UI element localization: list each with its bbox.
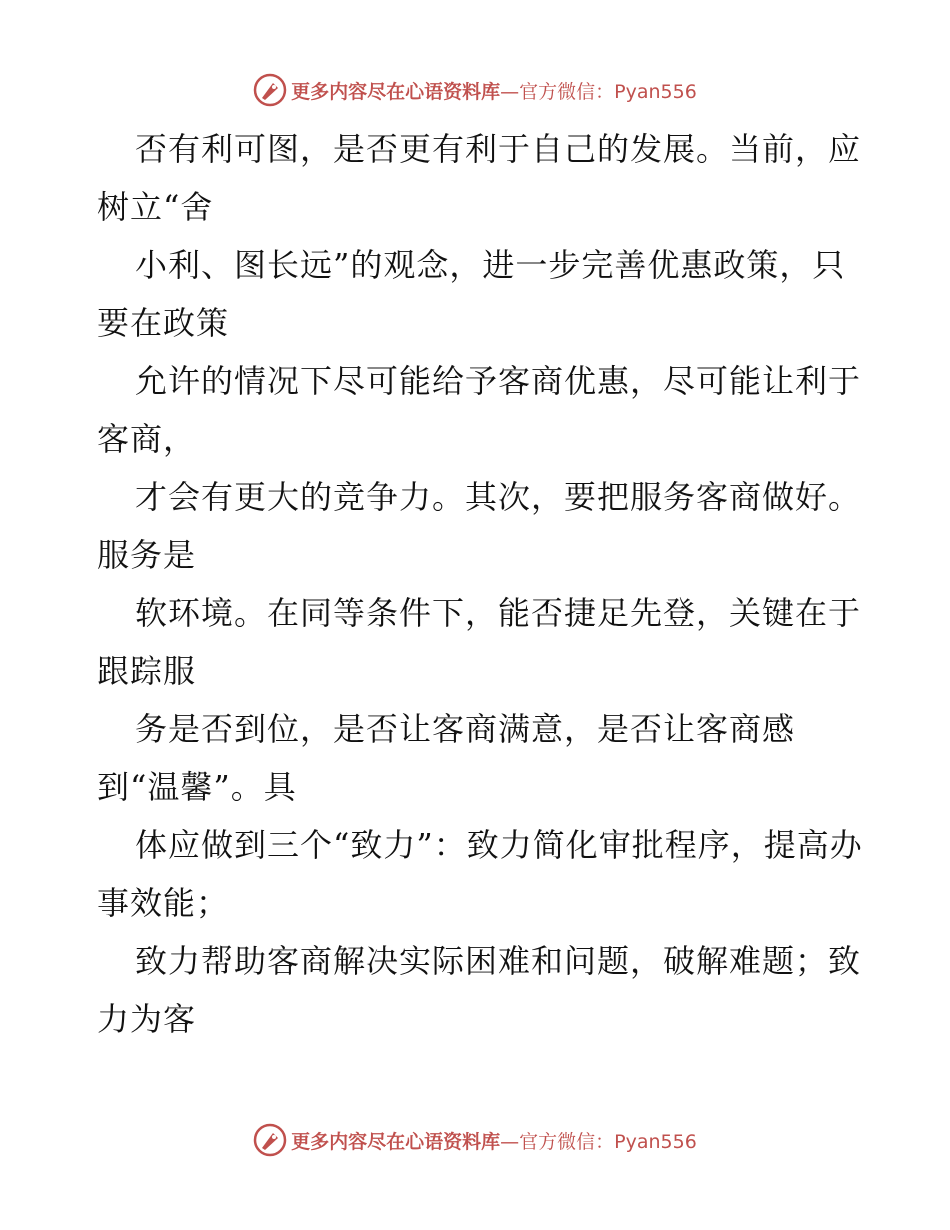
pen-nib-logo-icon bbox=[253, 1123, 287, 1157]
pen-nib-logo-icon bbox=[253, 73, 287, 107]
header-banner bbox=[0, 70, 950, 110]
document-body bbox=[97, 120, 867, 1048]
header-banner-text: 更多内容尽在心语资料库 bbox=[291, 80, 501, 103]
paragraph: 否有利可图，是否更有利于自己的发展。当前，应树立“舍 bbox=[97, 130, 862, 226]
paragraph: 小利、图长远”的观念，进一步完善优惠政策，只要在政策 bbox=[97, 246, 846, 342]
paragraph: 体应做到三个“致力”：致力简化审批程序，提高办事效能； bbox=[97, 826, 863, 922]
paragraph: 允许的情况下尽可能给予客商优惠，尽可能让利于客商， bbox=[97, 362, 862, 458]
footer-banner bbox=[0, 1120, 950, 1160]
header-banner-suffix: —官方微信：Pyan556 bbox=[500, 80, 697, 103]
paragraph: 才会有更大的竞争力。其次，要把服务客商做好。服务是 bbox=[97, 478, 862, 574]
paragraph: 务是否到位，是否让客商满意，是否让客商感到“温馨”。具 bbox=[97, 710, 796, 806]
paragraph: 致力帮助客商解决实际困难和问题，破解难题；致力为客 bbox=[97, 942, 862, 1038]
paragraph: 软环境。在同等条件下，能否捷足先登，关键在于跟踪服 bbox=[97, 594, 862, 690]
footer-banner-suffix: —官方微信：Pyan556 bbox=[500, 1130, 697, 1153]
footer-banner-text: 更多内容尽在心语资料库 bbox=[291, 1130, 501, 1153]
